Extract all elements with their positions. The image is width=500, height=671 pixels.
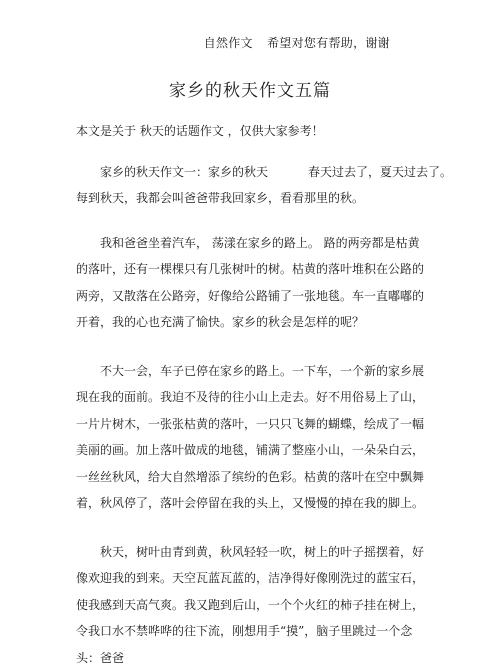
header-category: 自然作文 xyxy=(204,36,253,50)
header-note xyxy=(204,34,390,51)
intro-line: 本文是关于 秋天的话题作文 ，仅供大家参考！ xyxy=(76,118,424,145)
essay-heading xyxy=(76,159,424,186)
header-message: 希望对您有帮助，谢谢 xyxy=(267,36,390,50)
paragraph-3: 秋天，树叶由青到黄，秋风轻轻一吹，树上的叶子摇摆着，好像欢迎我的到来。天空瓦蓝瓦蓝的，洁净得好像刚洗过的蓝宝石，使我感到天高气爽。我又跑到后山，一个个火红的柿子挂在树上，令我口水不禁哗哗的往下流，刚想用手“摸”，脑子里跳过一个念头：爸爸 xyxy=(76,539,424,671)
document-title: 家乡的秋天作文五篇 xyxy=(0,76,500,101)
essay-first-sentence: 春天过去了，夏天过去了。 xyxy=(308,165,452,179)
paragraph-2: 不大一会，车子已停在家乡的路上。一下车，一个新的家乡展现在我的面前。我迫不及待的往小山上走去。好不用俗易上了山，一片片树木，一张张枯黄的落叶，一只只飞舞的蝴蝶，绘成了一幅美丽的画。加上落叶做成的地毯，铺满了整座小山，一朵朵白云，一丝丝秋风，给大自然增添了缤纷的色彩。枯黄的落叶在空中飘舞着，秋风停了，落叶会停留在我的头上，又慢慢的掉在我的脚上。 xyxy=(76,358,424,517)
essay-label: 家乡的秋天作文一：家乡的秋天 xyxy=(100,165,268,179)
document-body xyxy=(76,118,424,671)
essay-continuation: 每到秋天，我都会叫爸爸带我回家乡，看看那里的秋。 xyxy=(76,185,424,212)
paragraph-1: 我和爸爸坐着汽车， 荡漾在家乡的路上。 路的两旁都是枯黄的落叶，还有一棵棵只有几张树叶的树。枯黄的落叶堆积在公路的两旁，又散落在公路旁，好像给公路铺了一张地毯。车一直嘟嘟的开着，我的心也充满了愉快。家乡的秋会是怎样的呢？ xyxy=(76,230,424,336)
